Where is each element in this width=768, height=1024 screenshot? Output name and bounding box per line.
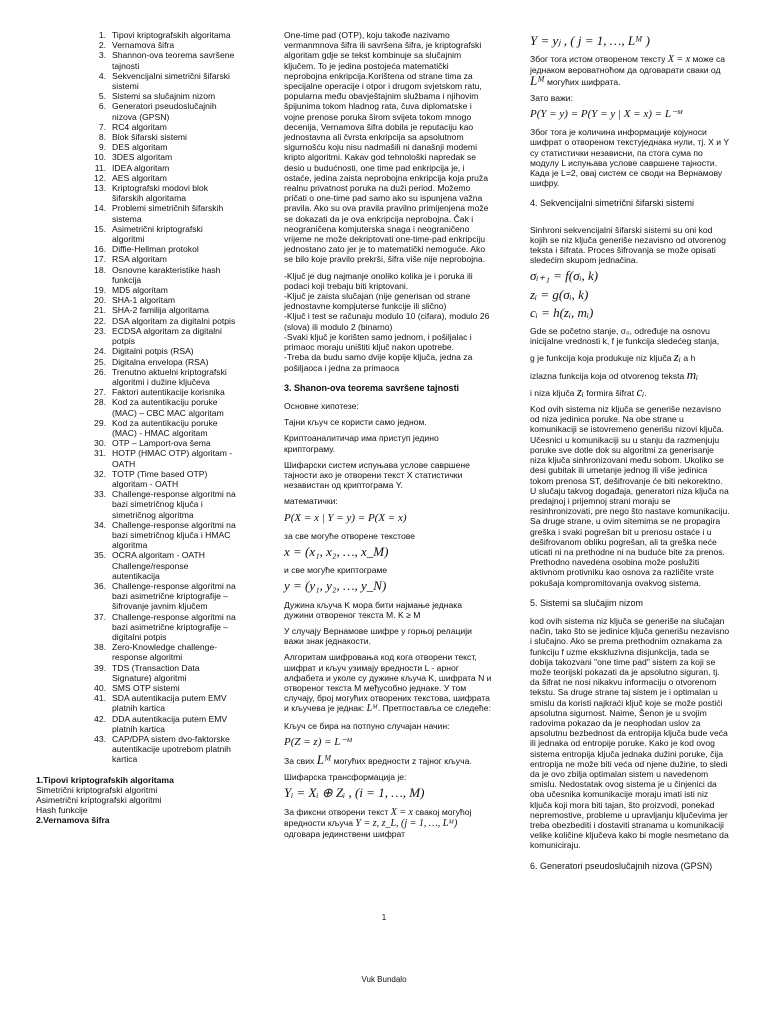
toc-item bbox=[36, 295, 236, 305]
toc-item bbox=[36, 387, 236, 397]
toc-item-number: 17. bbox=[94, 254, 106, 265]
toc-item bbox=[36, 663, 236, 683]
toc-item-number: 36. bbox=[94, 580, 106, 591]
vernam-equality-paragraph: У случају Вернамове шифре у горњој релацији важи знак једнакости. bbox=[284, 625, 472, 647]
toc-item-number: 41. bbox=[94, 693, 106, 704]
ciphertext-text: i niza ključa bbox=[530, 387, 575, 398]
toc-item-title: RC4 algoritam bbox=[112, 121, 167, 132]
toc-item-number: 13. bbox=[94, 183, 106, 194]
toc-item bbox=[36, 183, 236, 203]
otp-paragraph: One-time pad (OTP), koju takođe nazivamo vermanmnova šifra ili savršena šifra, je kriptografski algoritam gdje se tekst kombinuje sa slučajnim ključem. To je jedina postojeća matematički neprobojna enkripcija.Korištena od strane tima za specijalne operacije i otpor i drugom svjetskom ratu, popularna među obavještajnim službama i njihovim špijunima tokom hladnog rata, čuva diplomatske i vojne prenose poruka širom svijeta tokom mnogo decenija, Vernamova šifra dobila je reputaciju kao jednostavna ali čvrsta enkripcija sa apsolutnom sigurnošću koju nisu nadmašili ni današnji modemi kripto algoritmi. Kakav god tehnološki napredak se desio u budućnosti, one time pad enkripcija je, i ostaće, jedina zaista neprobojna enkripcija koja pruža realnu privatnost poruka na duži period. Možemo pričati o one-time pad samo ako su ispunjena važna pravila. Ako su ova pravila pravilno primijenjena može se dokazati da je ova enkripcija neprobojna. Čak i neograničena komjuterska snaga i neograničeno vrijeme ne može dekriptovati one-time-pad enkripciju jednostano zato jer je to matematički nemoguće. Ako se bilo koje pravilo prekrši, šifra više nije neprobojna. bbox=[284, 30, 489, 265]
middle-column bbox=[284, 30, 492, 845]
toc-item bbox=[36, 683, 236, 693]
toc-item-title: SHA-1 algoritam bbox=[112, 295, 176, 306]
toc-item-number: 27. bbox=[94, 387, 106, 398]
toc-item-title: Asimetrični kriptografski algoritmi bbox=[112, 223, 203, 245]
toc-item-title: Challenge-response algoritmi na bazi asimetrične kriptografije – digitalni potpis bbox=[112, 611, 236, 642]
toc-item-number: 3. bbox=[98, 50, 106, 61]
otp-rule: -Treba da budu samo dvije kopije ključa, jedna za pošiljaoca i jedna za primaoca bbox=[284, 352, 473, 373]
formula-lm-2: Lᴹ bbox=[530, 72, 545, 88]
toc-item-title: Diffie-Hellman protokol bbox=[112, 244, 199, 255]
toc-item bbox=[36, 612, 236, 643]
toc-item-number: 21. bbox=[94, 305, 106, 316]
formula-y-eq-yj: Y = yⱼ , ( j = 1, …, Lᴹ ) bbox=[530, 33, 650, 48]
toc-item bbox=[36, 122, 236, 132]
toc-item-number: 24. bbox=[94, 346, 106, 357]
toc-item bbox=[36, 163, 236, 173]
toc-item-title: IDEA algoritam bbox=[112, 162, 170, 173]
formula-y-list: Y = z, z_L, (j = 1, …, Lᴹ) bbox=[355, 817, 458, 829]
toc-item-title: Faktori autentikacije korisnika bbox=[112, 387, 225, 398]
hypothesis-1: Тајни кључ се користи само једном. bbox=[284, 417, 427, 428]
toc-item-title: Challenge-response algoritmi na bazi simetričnog ključa i HMAC algoritma bbox=[112, 519, 236, 551]
toc-item-number: 6. bbox=[98, 101, 106, 112]
all-keys-line bbox=[284, 751, 492, 767]
toc-item-title: Kod za autentikaciju poruke (MAC) - HMAC algoritam bbox=[112, 417, 218, 438]
same-plaintext-text-2: може са једнаком вероватноћом да одговарати сваки од bbox=[530, 54, 726, 76]
ciphertexts-label: и све могуће криптограме bbox=[284, 565, 388, 576]
toc-item-title: Digitalna envelopa (RSA) bbox=[112, 356, 209, 367]
formula-ciphertext-vector: y = (y₁, y₂, …, y_N) bbox=[284, 578, 387, 594]
thus-label: Зато важи: bbox=[530, 92, 573, 103]
toc-item-number: 37. bbox=[94, 611, 106, 622]
toc-item-title: Kod za autentikaciju poruke (MAC) – CBC MAC algoritam bbox=[112, 397, 224, 418]
section-1 bbox=[36, 775, 236, 826]
toc-item-title: Kriptografski modovi blok šifarskih algoritama bbox=[112, 183, 209, 204]
formula-key-probability: P(Z = z) = L⁻ᴹ bbox=[284, 735, 353, 748]
toc-item bbox=[36, 142, 236, 152]
section-1-line: Asimetrični kriptografski algoritmi bbox=[36, 795, 162, 806]
section-1-line: Hash funkcije bbox=[36, 805, 88, 816]
formula-plaintext-vector: x = (x₁, x₂, …, x_M) bbox=[284, 543, 389, 559]
toc-item-number: 20. bbox=[94, 295, 106, 306]
toc-item-title: HOTP (HMAC OTP) algoritam - OATH bbox=[112, 448, 233, 469]
toc-item-title: ECDSA algoritam za digitalni potpis bbox=[112, 325, 222, 347]
toc-item-number: 42. bbox=[94, 713, 106, 724]
toc-item-number: 1. bbox=[98, 30, 106, 40]
toc-item bbox=[36, 224, 236, 244]
toc-item bbox=[36, 448, 236, 468]
section-1-line: Simetrični kriptografski algoritmi bbox=[36, 784, 158, 795]
independence-paragraph: Због тога је количина информације којуноси шифрат о отвореном текстуједнака нули, тј. X и Y су статистички независни, па стога сума по модулу L испуњава услове савршене тајности. Када је L=2, овај систем се своди на Вернамову шифру. bbox=[530, 127, 729, 189]
toc-item bbox=[36, 418, 236, 438]
toc-item-number: 5. bbox=[98, 91, 106, 102]
toc-item-number: 14. bbox=[94, 203, 106, 214]
hypotheses-label: Основне хипотезе: bbox=[284, 400, 359, 411]
hypothesis-3: Шифарски систем испуњава услове савршене тајности ако је отворени текст X статистички независтан од криптограма Y. bbox=[284, 459, 470, 491]
toc-item bbox=[36, 50, 236, 70]
toc-item bbox=[36, 346, 236, 356]
toc-item-number: 38. bbox=[94, 642, 106, 653]
toc-item-number: 2. bbox=[98, 40, 106, 51]
toc-item-number: 9. bbox=[98, 142, 106, 153]
toc-item bbox=[36, 285, 236, 295]
toc-item-title: Problemi simetričnih šifarskih sistema bbox=[112, 203, 224, 224]
formula-output-function: cᵢ = h(zᵢ, mᵢ) bbox=[530, 304, 594, 320]
all-keys-text: За свих bbox=[284, 755, 315, 766]
key-length-paragraph: Дужина кључа K мора бити најмање једнака дужини отвореног текста M. K ≥ M bbox=[284, 599, 462, 620]
toc-item bbox=[36, 254, 236, 264]
same-plaintext-text-3: могућих шифрата. bbox=[546, 76, 621, 87]
right-column bbox=[530, 30, 730, 879]
fixed-plaintext-text-3: одговара јединствени шифрат bbox=[284, 829, 406, 839]
toc-item bbox=[36, 203, 236, 223]
toc-item bbox=[36, 714, 236, 734]
toc-item-number: 25. bbox=[94, 356, 106, 367]
toc-item-title: SDA autentikacija putem EMV platnih kartica bbox=[112, 693, 227, 714]
toc-item-title: Sistemi sa slučajnim nizom bbox=[112, 91, 216, 102]
fixed-plaintext-text-2: свакој могућој вредности кључа bbox=[284, 806, 472, 828]
toc-item-number: 19. bbox=[94, 285, 106, 296]
toc-item-number: 12. bbox=[94, 172, 106, 183]
toc-item-title: Tipovi kriptografskih algoritama bbox=[112, 30, 231, 40]
toc-item bbox=[36, 71, 236, 91]
toc-item-number: 34. bbox=[94, 519, 106, 530]
formula-zi: zᵢ bbox=[673, 349, 681, 365]
toc-item bbox=[36, 326, 236, 346]
toc-item bbox=[36, 132, 236, 142]
toc-item-number: 15. bbox=[94, 223, 106, 234]
same-plaintext-paragraph bbox=[530, 54, 730, 87]
formula-zi-2: zᵢ bbox=[576, 383, 584, 399]
toc-item-number: 43. bbox=[94, 734, 106, 745]
keystream-h-text: a h bbox=[683, 353, 696, 364]
toc-item-number: 11. bbox=[94, 162, 106, 173]
toc-item-title: Sekvencijalni simetrični šifarski sistemi bbox=[112, 70, 230, 92]
toc-item bbox=[36, 693, 236, 713]
toc-item-title: Blok šifarski sistemi bbox=[112, 132, 187, 143]
toc-column bbox=[36, 30, 236, 826]
keystream-g-text: g je funkcija koja produkuje niz ključa bbox=[530, 353, 672, 364]
otp-rules bbox=[284, 271, 492, 373]
section-6-heading: 6. Generatori pseudoslučajnih nizova (GPSN) bbox=[530, 860, 713, 871]
formula-x-eq-x-2: X = x bbox=[667, 54, 691, 66]
formula-lm: Lᴹ bbox=[366, 703, 378, 715]
toc-item bbox=[36, 101, 236, 121]
math-label: математички: bbox=[284, 496, 338, 507]
toc-item-number: 31. bbox=[94, 448, 106, 459]
toc-item bbox=[36, 30, 236, 40]
random-sequence-paragraph: kod ovih sistema niz ključa se generiše na slučajan način, tako što se jedinice ključa generišu nezavisno i slučajno. Ako se prema prethodnim oznakama za funkciju f uzme ekskluzivna disjunkcija, tada se dobija takozvani "one time pad" sistem za koji se može teorijski pokazati da je apsolutno siguran, tj. da šifrat ne nosi nikakvu informaciju o otvorenom tekstu. Sa druge strane taj sistem je i optimalan u smislu da koristi najkraći ključ koje se može postići apsolutna sigurnost. Naime, Šenon je u svojim radovima pokazao da je neophodan uslov za apsolutnu bezbednost da entropija ključa bude veća ili jednaka od entropije poruke. Kako je kod ovog sistema entropija ključa jednaka dužini poruke, čija entropija ne može biti veća od njene dužine, to sledi da je ovo zbilja optimalan sistem u navedenom smislu. Nedostatak ovog sistema je u činjenici da oba učesnika komunikacije moraju imati isti niz ključa koji mora biti tajan, što proizvodi, ponekad nepremostive, probleme u upravljanju ključevima jer treba obezbediti i dostaviti stranama u komunikaciji velike količine ključeva kako bi mogle nesmetano da komuniciraju. bbox=[530, 615, 730, 851]
initial-state-paragraph: Gde se početno stanje, σ₀, određuje na osnovu inicijalne vrednosti k, f je funkcija sledećeg stanja, bbox=[530, 326, 720, 347]
toc-item-title: Shannon-ova teorema savršene tajnosti bbox=[112, 50, 235, 71]
sync-stream-paragraph: Sinhroni sekvencijalni šifarski sistemi su oni kod kojih se niz ključa generiše nezavisno od otvorenog teksta i šifrata. Proces šifrovanja se može opisati sledećim skupom jednačina. bbox=[530, 224, 726, 266]
toc-item-number: 7. bbox=[98, 121, 106, 132]
toc-item-number: 35. bbox=[94, 550, 106, 561]
algorithm-tail: Претпоставља се следеће: bbox=[382, 703, 491, 714]
all-keys-text-2: могућих вредности z тајног кључа. bbox=[333, 755, 472, 766]
section-4-heading: 4. Sekvencijalni simetrični šifarski sistemi bbox=[530, 198, 695, 209]
toc-item-title: Osnovne karakteristike hash funkcija bbox=[112, 264, 221, 285]
formula-lm-count: Lᴹ bbox=[316, 751, 332, 767]
toc-item bbox=[36, 173, 236, 183]
toc-item bbox=[36, 357, 236, 367]
toc-item bbox=[36, 152, 236, 162]
formula-xor-transformation: Yᵢ = Xᵢ ⊕ Zᵢ , (i = 1, …, M) bbox=[284, 785, 425, 801]
key-random-label: Кључ се бира на потпуно случајан начин: bbox=[284, 720, 450, 731]
toc-item bbox=[36, 469, 236, 489]
otp-rule: -Ključ je dug najmanje onoliko kolika je i poruka ili podaci koji trebaju biti kriptovani. bbox=[284, 270, 473, 291]
page-number: 1 bbox=[381, 913, 387, 922]
hypothesis-2: Криптоаналитичар има приступ једино криптограму. bbox=[284, 433, 439, 454]
toc-item-title: Generatori pseudoslučajnih nizova (GPSN) bbox=[112, 101, 217, 122]
toc-item bbox=[36, 489, 236, 520]
keystream-g-line bbox=[530, 349, 730, 365]
formula-keystream-function: zᵢ = g(σᵢ, k) bbox=[530, 286, 589, 302]
toc-item-number: 29. bbox=[94, 417, 106, 428]
toc-item-title: Digitalni potpis (RSA) bbox=[112, 346, 194, 357]
toc-item-title: RSA algoritam bbox=[112, 254, 167, 265]
toc-item-title: DES algoritam bbox=[112, 142, 168, 153]
toc-item-title: TDS (Transaction Data Signature) algoritmi bbox=[112, 662, 200, 683]
toc-item-number: 4. bbox=[98, 70, 106, 81]
toc-item-title: Challenge-response algoritmi na bazi asimetrične kriptografije – šifrovanje javnim ključem bbox=[112, 580, 236, 612]
fixed-plaintext-paragraph bbox=[284, 807, 492, 840]
toc-item-number: 32. bbox=[94, 468, 106, 479]
transformation-label: Шифарска трансформација је: bbox=[284, 772, 407, 783]
toc-item bbox=[36, 40, 236, 50]
toc-item bbox=[36, 367, 236, 387]
plaintexts-label: за све могуће отворене текстове bbox=[284, 530, 415, 541]
toc-item bbox=[36, 550, 236, 581]
toc-item-title: Vernamova šifra bbox=[112, 40, 175, 51]
fixed-plaintext-text: За фиксни отворени текст bbox=[284, 806, 389, 817]
toc-item-number: 33. bbox=[94, 489, 106, 500]
section-5-heading: 5. Sistemi sa slučajim nizom bbox=[530, 597, 644, 608]
formula-x-eq-x: X = x bbox=[390, 806, 413, 818]
same-plaintext-text: Због тога истом отвореном тексту bbox=[530, 54, 666, 65]
toc-item bbox=[36, 316, 236, 326]
toc-item bbox=[36, 305, 236, 315]
ciphertext-text-2: formira šifrat bbox=[586, 387, 635, 398]
toc-item-title: DSA algoritam za digitalni potpis bbox=[112, 315, 236, 326]
toc-item-number: 16. bbox=[94, 244, 106, 255]
toc-item-title: SHA-2 familija algoritama bbox=[112, 305, 209, 316]
ciphertext-line: i niza ključa zᵢ formira šifrat cᵢ. bbox=[530, 383, 647, 399]
section-3-heading: 3. Shanon-ova teorema savršene tajnosti bbox=[284, 382, 460, 393]
toc-item-number: 30. bbox=[94, 438, 106, 449]
otp-rule: -Svaki ključ je korišten samo jednom, i pošiljalac i primaoc moraju uništiti ključ nakon upotrebe. bbox=[284, 331, 472, 353]
formula-perfect-secrecy: P(X = x | Y = y) = P(X = x) bbox=[284, 511, 407, 524]
toc-item-number: 22. bbox=[94, 315, 106, 326]
toc-item bbox=[36, 581, 236, 612]
algorithm-paragraph: Алгоритам шифровања код кога отворени текст, шифрат и кључ узимају вредности L - арног алфабета и уколе су дужине кључа K, шифрата N и отвореног текста M међусобно једнаке. У том случају, број могућих отворених текстова, шифрата и кључева је једнак: Lᴹ. Претпоставља се следеће: bbox=[284, 652, 492, 715]
toc-list bbox=[36, 30, 236, 765]
algorithm-text: Алгоритам шифровања код кога отворени текст, шифрат и кључ узимају вредности L - арног алфабета и уколе су дужине кључа K, шифрата N и отвореног текста M међусобно једнаке. У том случају, број могућих отворених текстова, шифрата и кључева је једнак: bbox=[284, 652, 492, 714]
toc-item bbox=[36, 91, 236, 101]
toc-item-title: Zero-Knowledge challenge-response algoritmi bbox=[112, 642, 218, 663]
otp-rule: -Ključ je zaista slučajan (nije generisan od strane jednostavne kompjuterse funkcije ili slično) bbox=[284, 291, 471, 312]
toc-item-title: OTP – Lamport-ova šema bbox=[112, 438, 211, 449]
toc-item-title: CAP/DPA sistem dvo-faktorske autentikacije upotrebom platnih kartica bbox=[112, 734, 231, 765]
output-function-text: izlazna funkcija koja od otvorenog teksta bbox=[530, 370, 685, 381]
formula-ciphertext-probability: P(Y = y) = P(Y = y | X = x) = L⁻ᴹ bbox=[530, 108, 683, 121]
output-function-line bbox=[530, 366, 730, 382]
otp-rule: -Ključ i test se računaju modulo 10 (cifara), modulo 26 (slova) ili modulo 2 (binarno) bbox=[284, 311, 490, 332]
toc-item-number: 39. bbox=[94, 662, 106, 673]
sync-explanation-paragraph: Kod ovih sistema niz ključa se generiše nezavisno od niza jedinica poruke. Na obe strane u komunikaciji se istovremeno generišu nizovi ključa. Učesnici u komunikaciji su u stanju da razmenjuju poruke sve dotle dok su algoritmi za generisanje niza ključa sinhronizovani među sobom. Ukoliko se desi gubitak ili umetanje jednog ili više jedinica tokom prenosa ST, dešifrovanje će biti nekorektno. U slučaju takvog događaja, generatori niza ključa na predajnoj i prijemnoj strani moraju se resinhronizovati, pre nego što nastave komunikaciju. Sa druge strane, u ovim sitemima se ne propagira greška i svaki pogrešan bit u prenosu ostaće i u dešifrovanom obliku pogrešan, ali ta greška neće uticati ni na prethodne ni na buduće bite za prenos. Prethodno navedena osobina može poslužiti aktivnom protivniku kao osnova za različite vrste pokušaja kompromitovanja ovakvog sistema. bbox=[530, 404, 730, 588]
formula-ci: cᵢ bbox=[636, 383, 645, 399]
toc-item-number: 28. bbox=[94, 397, 106, 408]
toc-item-number: 40. bbox=[94, 683, 106, 693]
toc-item-title: Trenutno aktuelni kriptografski algoritmi i dužine ključeva bbox=[112, 366, 227, 387]
toc-item-title: TOTP (Time based OTP) algoritam - OATH bbox=[112, 468, 208, 489]
toc-item bbox=[36, 397, 236, 417]
toc-item bbox=[36, 520, 236, 551]
toc-item bbox=[36, 734, 236, 765]
toc-item-title: Challenge-response algoritmi na bazi simetričnog ključa i simetričnog algoritma bbox=[112, 489, 236, 520]
toc-item-title: AES algoritam bbox=[112, 172, 167, 183]
toc-item-title: SMS OTP sistemi bbox=[112, 683, 180, 693]
toc-item bbox=[36, 438, 236, 448]
toc-item-number: 26. bbox=[94, 366, 106, 377]
formula-mi: mᵢ bbox=[686, 366, 699, 382]
toc-item-title: MD5 algoritam bbox=[112, 285, 168, 296]
toc-item-title: 3DES algoritam bbox=[112, 152, 173, 163]
toc-item-number: 23. bbox=[94, 325, 106, 336]
toc-item-title: DDA autentikacija putem EMV platnih kartica bbox=[112, 713, 228, 734]
toc-item bbox=[36, 244, 236, 254]
toc-item-number: 10. bbox=[94, 152, 106, 163]
author-name: Vuk Bundalo bbox=[361, 975, 407, 984]
section-1-title: 1.Tipovi kriptografskih algoritama bbox=[36, 774, 174, 785]
toc-item-title: OCRA algoritam - OATH Challenge/response autentikacija bbox=[112, 550, 205, 581]
toc-item bbox=[36, 265, 236, 285]
formula-state-function: σᵢ₊₁ = f(σᵢ, k) bbox=[530, 268, 599, 284]
toc-item-number: 8. bbox=[98, 132, 106, 143]
section-2-title: 2.Vernamova šifra bbox=[36, 815, 110, 826]
toc-item-number: 18. bbox=[94, 264, 106, 275]
toc-item bbox=[36, 642, 236, 662]
